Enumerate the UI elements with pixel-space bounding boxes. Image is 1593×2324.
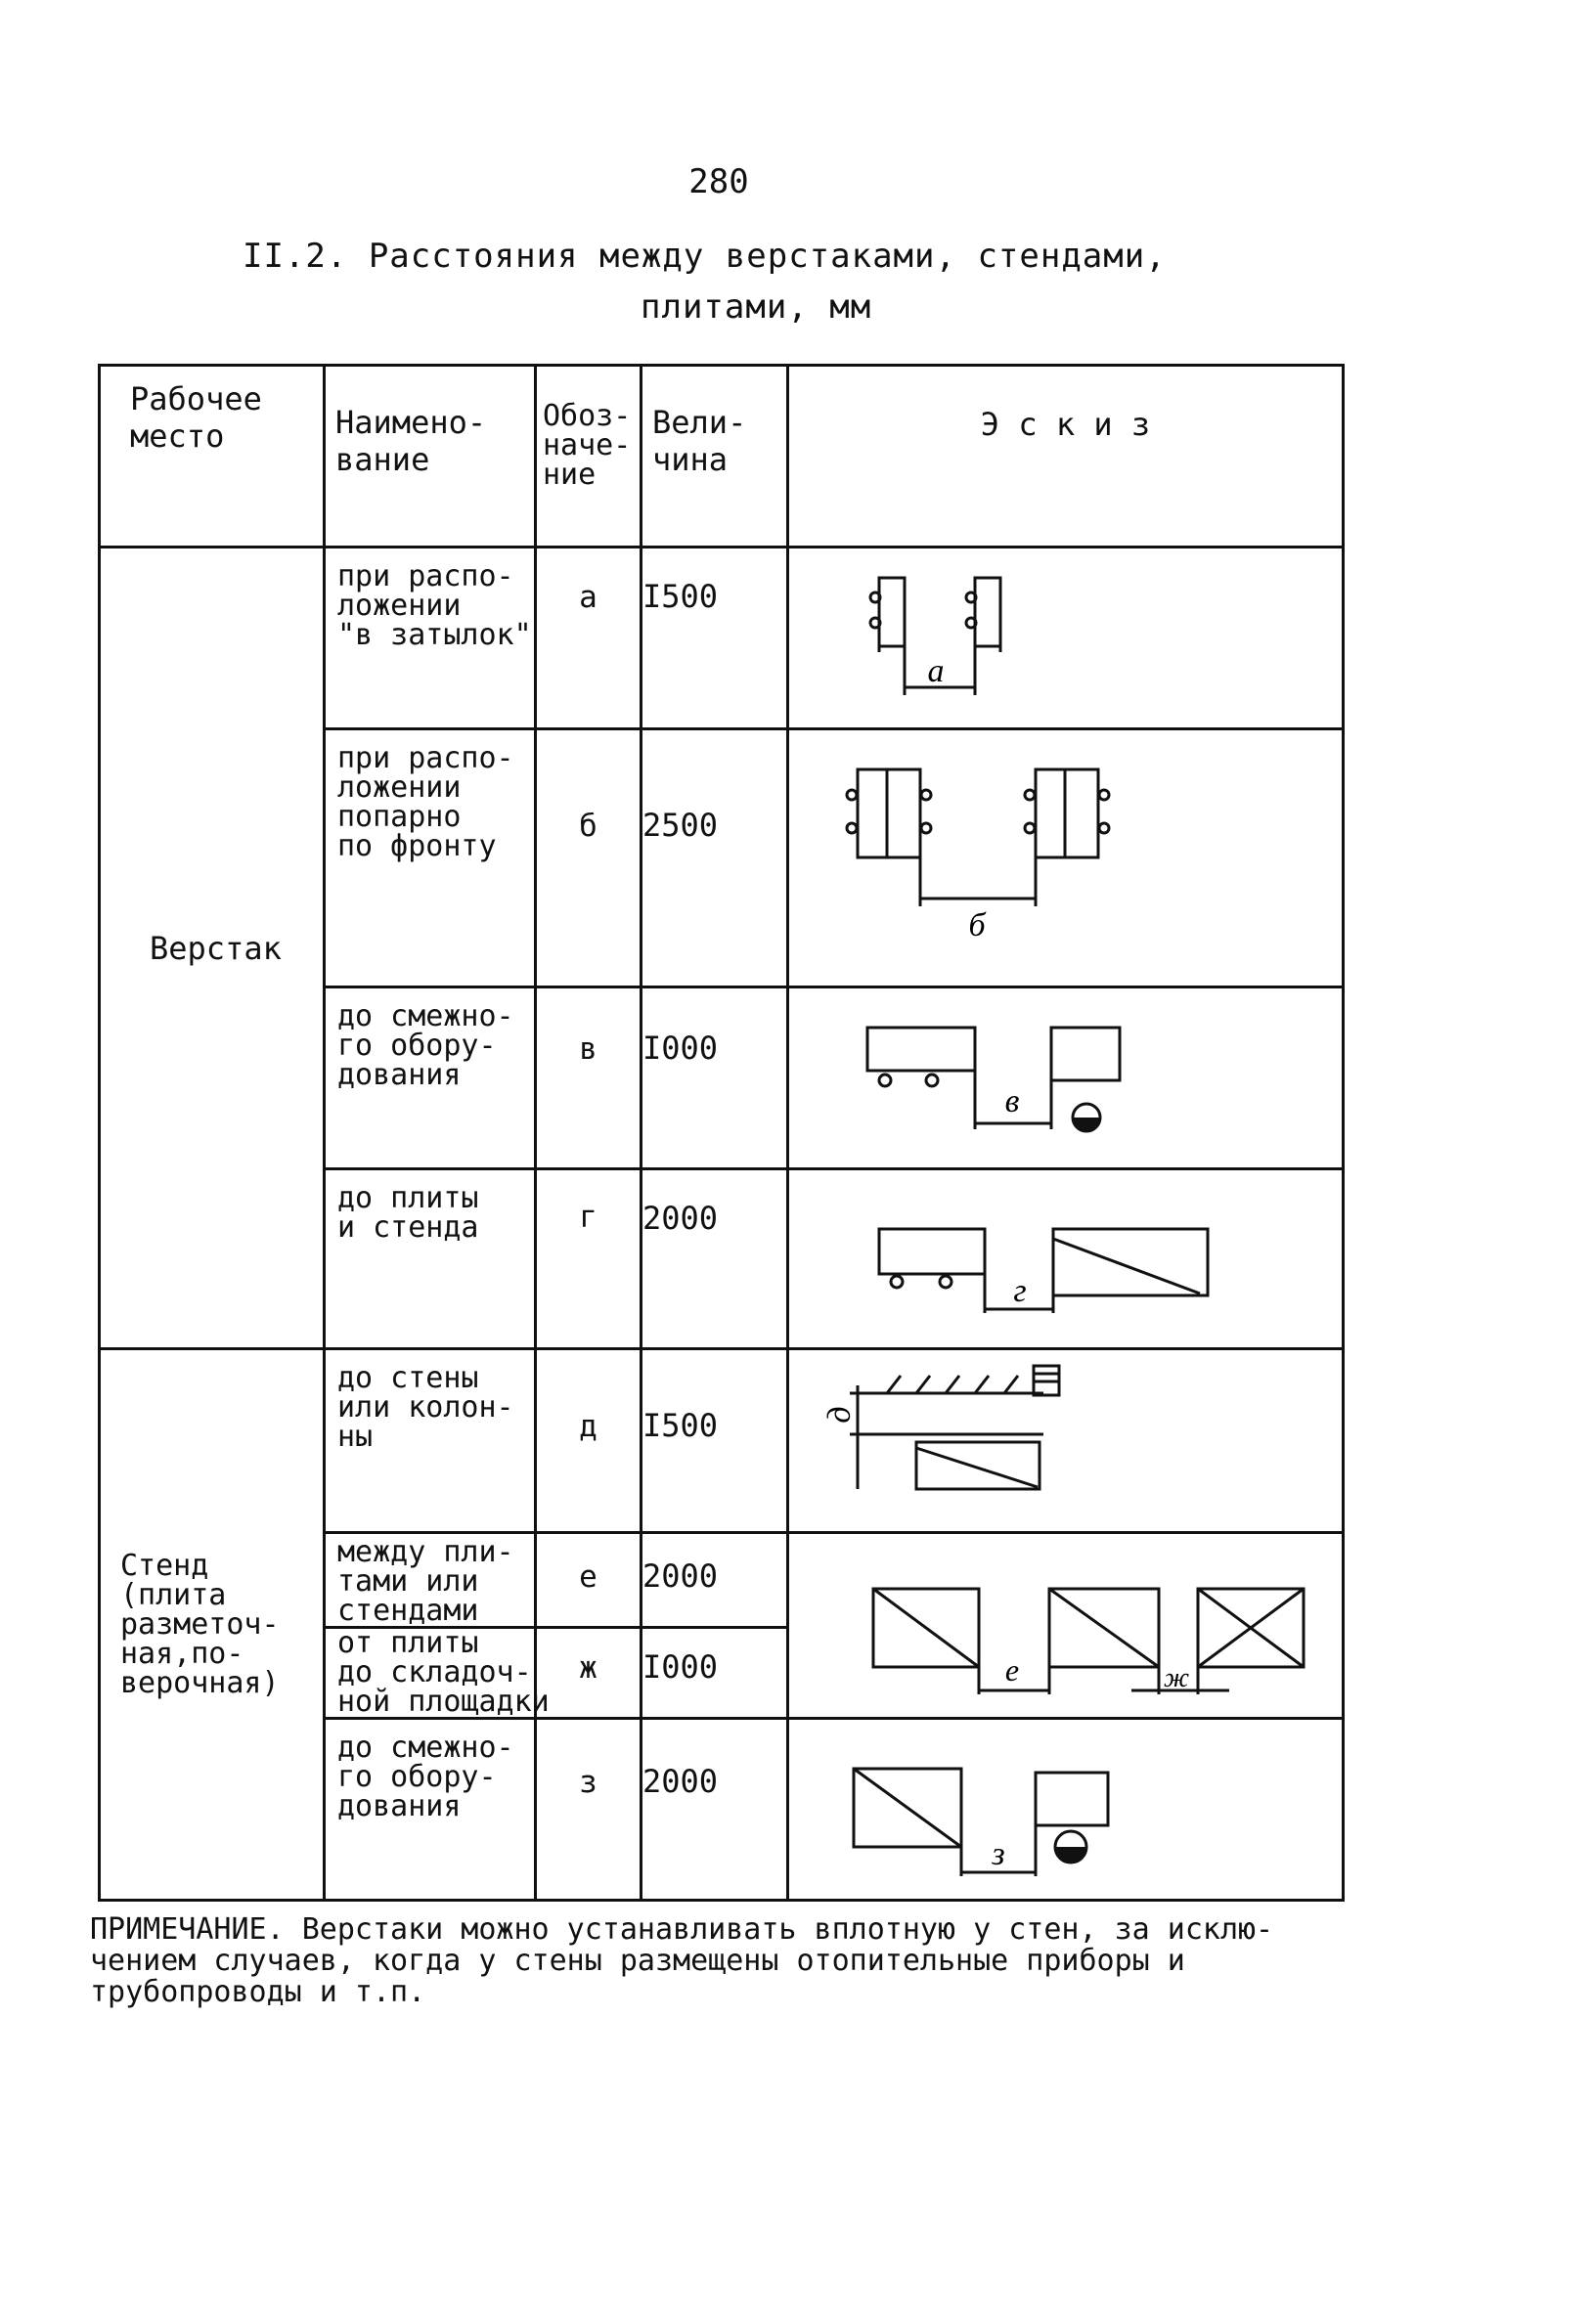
row-name: до стены или колон- ны xyxy=(337,1361,514,1454)
header-name: Наимено- вание xyxy=(325,366,536,548)
sketch-label: в xyxy=(1004,1083,1020,1119)
row-name: до смежно- го обору- дования xyxy=(337,1731,514,1823)
row-name-cell xyxy=(325,1626,550,1719)
header-sketch: Э с к и з xyxy=(788,366,1344,548)
row-name: между пли- тами или стендами xyxy=(337,1535,514,1628)
table-row xyxy=(100,548,1344,729)
row-code-cell xyxy=(536,729,642,987)
row-value: I000 xyxy=(642,1648,719,1686)
row-code: з xyxy=(579,1765,597,1800)
sketch-cell xyxy=(788,729,1344,987)
row-value-cell xyxy=(642,548,788,729)
row-name: при распо- ложении попарно по фронту xyxy=(337,741,514,863)
row-code: ж xyxy=(579,1650,597,1686)
table-header-row xyxy=(100,366,1344,548)
row-name: от плиты до складоч- ной площадки xyxy=(337,1626,550,1719)
sketch-diagram xyxy=(789,1170,1345,1344)
row-code-cell xyxy=(536,1349,642,1533)
row-name-cell xyxy=(325,729,536,987)
row-value-cell xyxy=(642,1533,788,1628)
row-code: е xyxy=(579,1559,597,1595)
row-code-cell xyxy=(536,548,642,729)
sketch-diagram xyxy=(789,730,1345,983)
row-name: до плиты и стенда xyxy=(337,1181,479,1245)
sketch-cell xyxy=(788,987,1344,1169)
group-label: Стенд (плита разметоч- ная,по- верочная) xyxy=(120,1548,280,1700)
row-value-cell xyxy=(642,1628,788,1719)
header-workplace: Рабочее место xyxy=(100,366,325,548)
row-code-cell xyxy=(536,1719,642,1901)
row-value-cell xyxy=(642,729,788,987)
row-name-cell xyxy=(325,1533,536,1628)
table-note: ПРИМЕЧАНИЕ. Верстаки можно устанавливать вплотную у стен, за исклю- чением случаев, когда у стены размещены отопительные приборы и трубопроводы и т.п. xyxy=(90,1912,1274,2009)
distance-table xyxy=(98,364,1345,1902)
row-name-cell xyxy=(325,548,536,729)
row-value: 2000 xyxy=(642,1557,719,1595)
row-value: 2000 xyxy=(642,1763,719,1800)
sketch-diagram xyxy=(789,1720,1345,1896)
row-name-cell xyxy=(325,1349,536,1533)
sketch-cell xyxy=(788,1349,1344,1533)
sketch-cell xyxy=(788,1533,1344,1719)
row-code-cell xyxy=(536,1628,642,1719)
row-name-cell xyxy=(325,1169,536,1349)
row-code: г xyxy=(579,1200,597,1235)
row-value: I000 xyxy=(642,1030,719,1067)
row-name-cell xyxy=(325,987,536,1169)
group-label: Верстак xyxy=(150,929,282,967)
table-title-line-1: II.2. Расстояния между верстаками, стендами, xyxy=(243,237,1167,276)
row-value-cell xyxy=(642,987,788,1169)
row-code-cell xyxy=(536,1533,642,1628)
sketch-label: ж xyxy=(1163,1663,1190,1693)
sketch-label: з xyxy=(992,1836,1005,1872)
row-name-cell xyxy=(325,1719,536,1901)
sketch-diagram xyxy=(789,548,1345,724)
row-code: в xyxy=(579,1031,597,1067)
row-code: б xyxy=(579,809,597,844)
row-value: I500 xyxy=(642,1407,719,1444)
row-value: 2000 xyxy=(642,1200,719,1237)
row-value: 2500 xyxy=(642,807,719,844)
sketch-diagram xyxy=(789,1534,1345,1714)
row-value: I500 xyxy=(642,578,719,615)
row-code-cell xyxy=(536,1169,642,1349)
row-code: а xyxy=(579,580,597,615)
table-title-line-2: плитами, мм xyxy=(641,287,872,327)
sketch-label: а xyxy=(927,653,945,689)
sketch-cell xyxy=(788,548,1344,729)
row-code-cell xyxy=(536,987,642,1169)
row-name: до смежно- го обору- дования xyxy=(337,999,514,1092)
header-value: Вели- чина xyxy=(642,366,788,548)
sketch-cell xyxy=(788,1719,1344,1901)
page-number: 280 xyxy=(688,162,749,201)
sketch-label: г xyxy=(1013,1273,1027,1309)
row-name: при распо- ложении "в затылок" xyxy=(337,559,532,652)
group-cell-workbench xyxy=(100,548,325,1349)
sketch-diagram xyxy=(789,1350,1345,1528)
row-value-cell xyxy=(642,1719,788,1901)
sketch-label: д xyxy=(821,1406,858,1424)
group-cell-stand xyxy=(100,1349,325,1901)
row-value-cell xyxy=(642,1349,788,1533)
sketch-label: е xyxy=(1004,1652,1020,1688)
row-value-cell xyxy=(642,1169,788,1349)
sketch-diagram xyxy=(789,988,1345,1164)
table-row xyxy=(100,1349,1344,1533)
header-code: Обоз- наче- ние xyxy=(536,366,642,548)
row-code: д xyxy=(579,1409,597,1444)
sketch-cell xyxy=(788,1169,1344,1349)
sketch-label: б xyxy=(968,907,986,943)
